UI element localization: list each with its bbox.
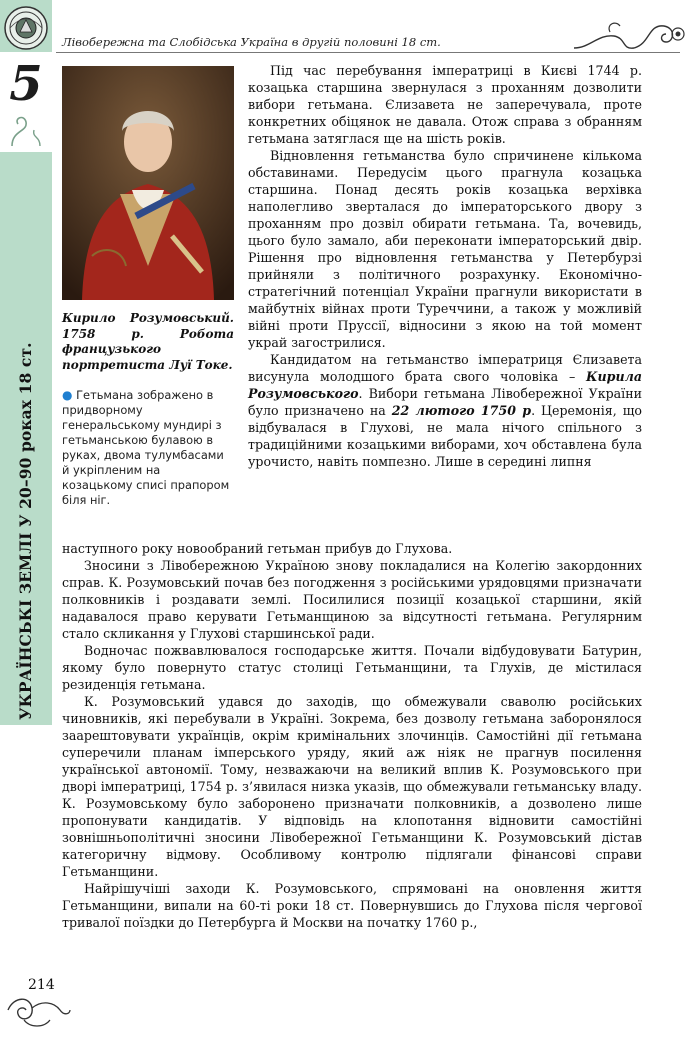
paragraph: Відновлення гетьманства було спричинене кількома обставинами. Передусім цього прагнула козацька старшина. Понад десять років козацька верхівка наполегливо зверталася до імператорського двору з проханням про дозвіл обирати гетьмана. Та, вочевидь, цього було замало, аби переконати імператорський двір. Рішення про відновлення гетьманства у Петербурзі прийняли з політичного розрахунку. Економічно-стратегічний потенціал України прагнули використати в майбутніх війнах проти Туреччини, а також у можливій війні проти Пруссії, відносини з якою на той момент украй загострилися. xyxy=(248,148,642,350)
running-header: Лівобережна та Слобідська Україна в другій половині 18 ст. xyxy=(62,35,441,49)
text-run: Кандидатом на гетьманство імператриця Єлизавета висунула молодшого брата свого чоловіка – xyxy=(248,352,642,384)
text-run: . Вибори гетьмана Лівобережної України було призначено на xyxy=(248,386,642,418)
paragraph: Під час перебування імператриці в Києві 1744 р. козацька старшина звернулася з проханням дозволити вибори гетьмана. Єлизавета не заперечувала, проте конкретних обіцянок не давала. Отож справа з обранням гетьмана затяглася ще на шість років. xyxy=(248,63,642,146)
chapter-number: 5 xyxy=(9,56,43,112)
figure-note-text: Гетьмана зображено в придворному генеральському мундирі з гетьманською булавою в руках, двома тулумбасами й укріпленим на козацькому списі прапором біля ніг. xyxy=(62,388,230,507)
body-column xyxy=(248,62,642,470)
text-run: . Церемонія, що відбувалася в Глухові, не мала нічого спільного з традиційними козацькими виборами, хоч обставлена була урочисто, навіть помпезно. Лише в середині липня xyxy=(248,403,642,469)
portrait-image xyxy=(62,66,234,300)
paragraph: Водночас пожвавлювалося господарське життя. Почали відбудовувати Батурин, якому було повернуто статус столиці Гетьманщини, та Глухів, де містилася резиденція гетьмана. xyxy=(62,643,642,692)
figure-caption: Кирило Розумовський. 1758 р. Робота французького портретиста Луї Токе. xyxy=(62,311,234,372)
chapter-ornament-icon xyxy=(8,110,44,150)
paragraph: Зносини з Лівобережною Україною знову покладалися на Колегію закордонних справ. К. Розумовський почав без погодження з російськими урядовцями призначати полковників і роздавати землі. Посилилися позиції козацької старшини, якій надавалося право керувати Гетьманщиною за відсутності гетьмана. Регулярним стало скликання у Глухові старшинської ради. xyxy=(62,558,642,641)
paragraph: К. Розумовський удався до заходів, що обмежували сваволю російських чиновників, які перебували в Україні. Зокрема, без дозволу гетьмана заборонялося заарештовувати українців, окрім кримінальних злочинців. Самостійні дії гетьмана суперечили планам імперського уряду, який аж ніяк не прагнув посилення української автономії. Тому, незважаючи на великий вплив К. Розумовського при дворі імператриці, 1754 р. з’явилася низка указів, що обмежували гетьманську владу. К. Розумовському було заборонено призначати полковників, а дозволено лише пропонувати кандидатів. У відповідь на клопотання відновити самостійні зовнішньополітичні зносини Лівобережної Гетьманщини К. Розумовський дістав категоричну відмову. Особливому контролю підлягали фінансові справи Гетьманщини. xyxy=(62,694,642,879)
page-number: 214 xyxy=(28,977,55,993)
footer-ornament-icon xyxy=(4,990,74,1032)
header-ornament-icon xyxy=(570,14,688,54)
body-full-width xyxy=(62,540,642,931)
seal-emblem-icon xyxy=(4,6,48,50)
paragraph: Найрішучіші заходи К. Розумовського, спрямовані на оновлення життя Гетьманщини, випали на 60-ті роки 18 ст. Повернувшись до Глухова після чергової тривалої поїздки до Петербурга й Москви на початку 1760 р., xyxy=(62,881,642,930)
figure-note xyxy=(62,388,234,508)
paragraph-continuation: наступного року новообраний гетьман прибув до Глухова. xyxy=(62,541,453,556)
election-date: 22 лютого 1750 р xyxy=(391,403,532,418)
hetman-name: Кирила Розумовського xyxy=(248,369,642,401)
paragraph xyxy=(248,351,642,470)
bullet-icon: ● xyxy=(62,388,73,402)
